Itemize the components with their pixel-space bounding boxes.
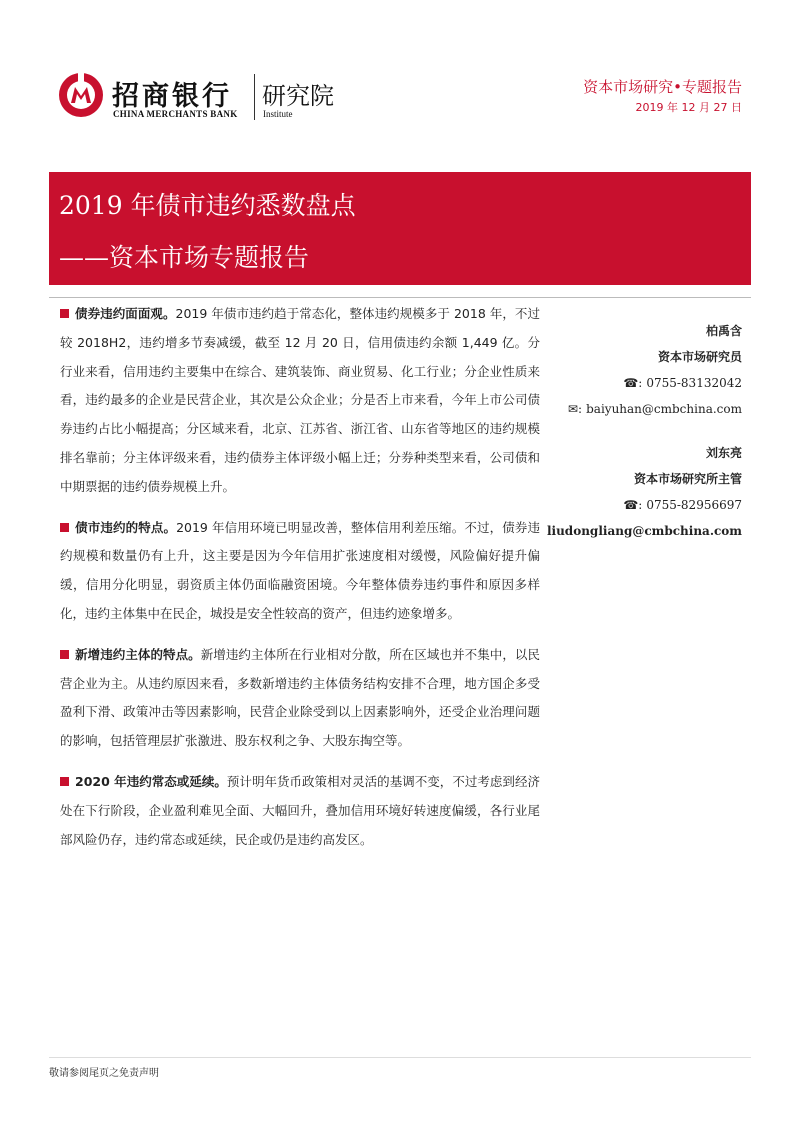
analyst-email[interactable]: baiyuhan@cmbchina.com	[586, 402, 742, 416]
phone-icon: ☎:	[623, 376, 643, 390]
analyst-email[interactable]: liudongliang@cmbchina.com	[546, 524, 742, 538]
institute-name-en: Institute	[263, 109, 293, 119]
paragraph-lead: 新增违约主体的特点。	[75, 646, 201, 662]
analyst-phone: 0755-82956697	[646, 498, 742, 512]
logo-divider	[254, 74, 255, 120]
square-bullet-icon	[60, 309, 69, 318]
analyst-phone: 0755-83132042	[646, 376, 742, 390]
section-divider	[49, 297, 751, 298]
title-banner	[49, 172, 751, 285]
cmb-logo-icon	[58, 72, 104, 118]
report-title: 2019 年债市违约悉数盘点	[59, 191, 356, 220]
analyst-name: 刘东亮	[705, 446, 742, 460]
analyst-phone-row	[542, 370, 742, 396]
summary-paragraph-1	[60, 300, 540, 502]
analyst-name: 柏禹含	[705, 324, 742, 338]
paragraph-lead: 债券违约面面观。	[75, 306, 176, 321]
institute-name-cn: 研究院	[262, 82, 334, 110]
email-icon: ✉:	[568, 402, 583, 416]
analyst-role: 资本市场研究员	[657, 350, 742, 364]
report-subtitle: ——资本市场专题报告	[59, 243, 310, 272]
footer-divider	[49, 1057, 751, 1058]
report-date: 2019 年 12 月 27 日	[635, 101, 742, 114]
summary-paragraph-3	[60, 641, 540, 756]
square-bullet-icon	[60, 650, 69, 659]
phone-icon: ☎:	[623, 498, 643, 512]
paragraph-lead: 2020 年违约常态或延续。	[75, 773, 227, 789]
summary-section	[60, 300, 540, 866]
summary-paragraph-2	[60, 514, 540, 629]
analyst-email-row	[542, 396, 742, 422]
footer-disclaimer: 敬请参阅尾页之免责声明	[49, 1068, 159, 1079]
paragraph-text: 新增违约主体所在行业相对分散，所在区域也并不集中，以民营企业为主。从违约原因来看，多数新增违约主体债务结构安排不合理，地方国企多受盈利下滑、政策冲击等因素影响，民营企业除受到以上因素影响外，还受企业治理问题的影响，包括管理层扩张激进、股东权利之争、大股东掏空等。	[60, 646, 540, 749]
report-type: 资本市场研究•专题报告	[583, 78, 742, 96]
summary-paragraph-4	[60, 768, 540, 854]
paragraph-lead: 债市违约的特点。	[75, 519, 177, 535]
analyst-panel	[542, 318, 742, 544]
paragraph-text: 2019 年债市违约趋于常态化，整体违约规模多于 2018 年，不过较 2018H2，违约增多节奏减缓，截至 12 月 20 日，信用债违约余额 1,449 亿。分行业来看，信用违约主要集中在综合、建筑装饰、商业贸易、化工行业；分企业性质来看，违约最多的企业是民营企业，其次是公众企业；分是否上市来看，今年上市公司债券违约占比小幅提高；分区域来看，北京、江苏省、浙江省、山东省等地区的违约规模排名靠前；分主体评级来看，违约债券主体评级小幅上迁；分券种类型来看，公司债和中期票据的违约债券规模上升。	[60, 306, 540, 494]
square-bullet-icon	[60, 523, 69, 532]
logo-name-cn: 招商银行	[112, 81, 232, 112]
analyst-role: 资本市场研究所主管	[633, 472, 742, 486]
spacer	[542, 422, 742, 440]
logo-name-en: CHINA MERCHANTS BANK	[113, 109, 238, 119]
report-header	[0, 0, 800, 150]
analyst-phone-row	[542, 492, 742, 518]
analyst-email-row	[542, 518, 742, 544]
square-bullet-icon	[60, 777, 69, 786]
paragraph-text: 预计明年货币政策相对灵活的基调不变，不过考虑到经济处在下行阶段，企业盈利难见全面、大幅回升，叠加信用环境好转速度偏缓，各行业尾部风险仍存，违约常态或延续，民企或仍是违约高发区。	[60, 773, 540, 847]
paragraph-text: 2019 年信用环境已明显改善，整体信用利差压缩。不过，债券违约规模和数量仍有上升，这主要是因为今年信用扩张速度相对缓慢，风险偏好提升偏缓，信用分化明显，弱资质主体仍面临融资困境。今年整体债券违约事件和原因多样化，违约主体集中在民企，城投是安全性较高的资产，但违约迹象增多。	[60, 519, 540, 621]
